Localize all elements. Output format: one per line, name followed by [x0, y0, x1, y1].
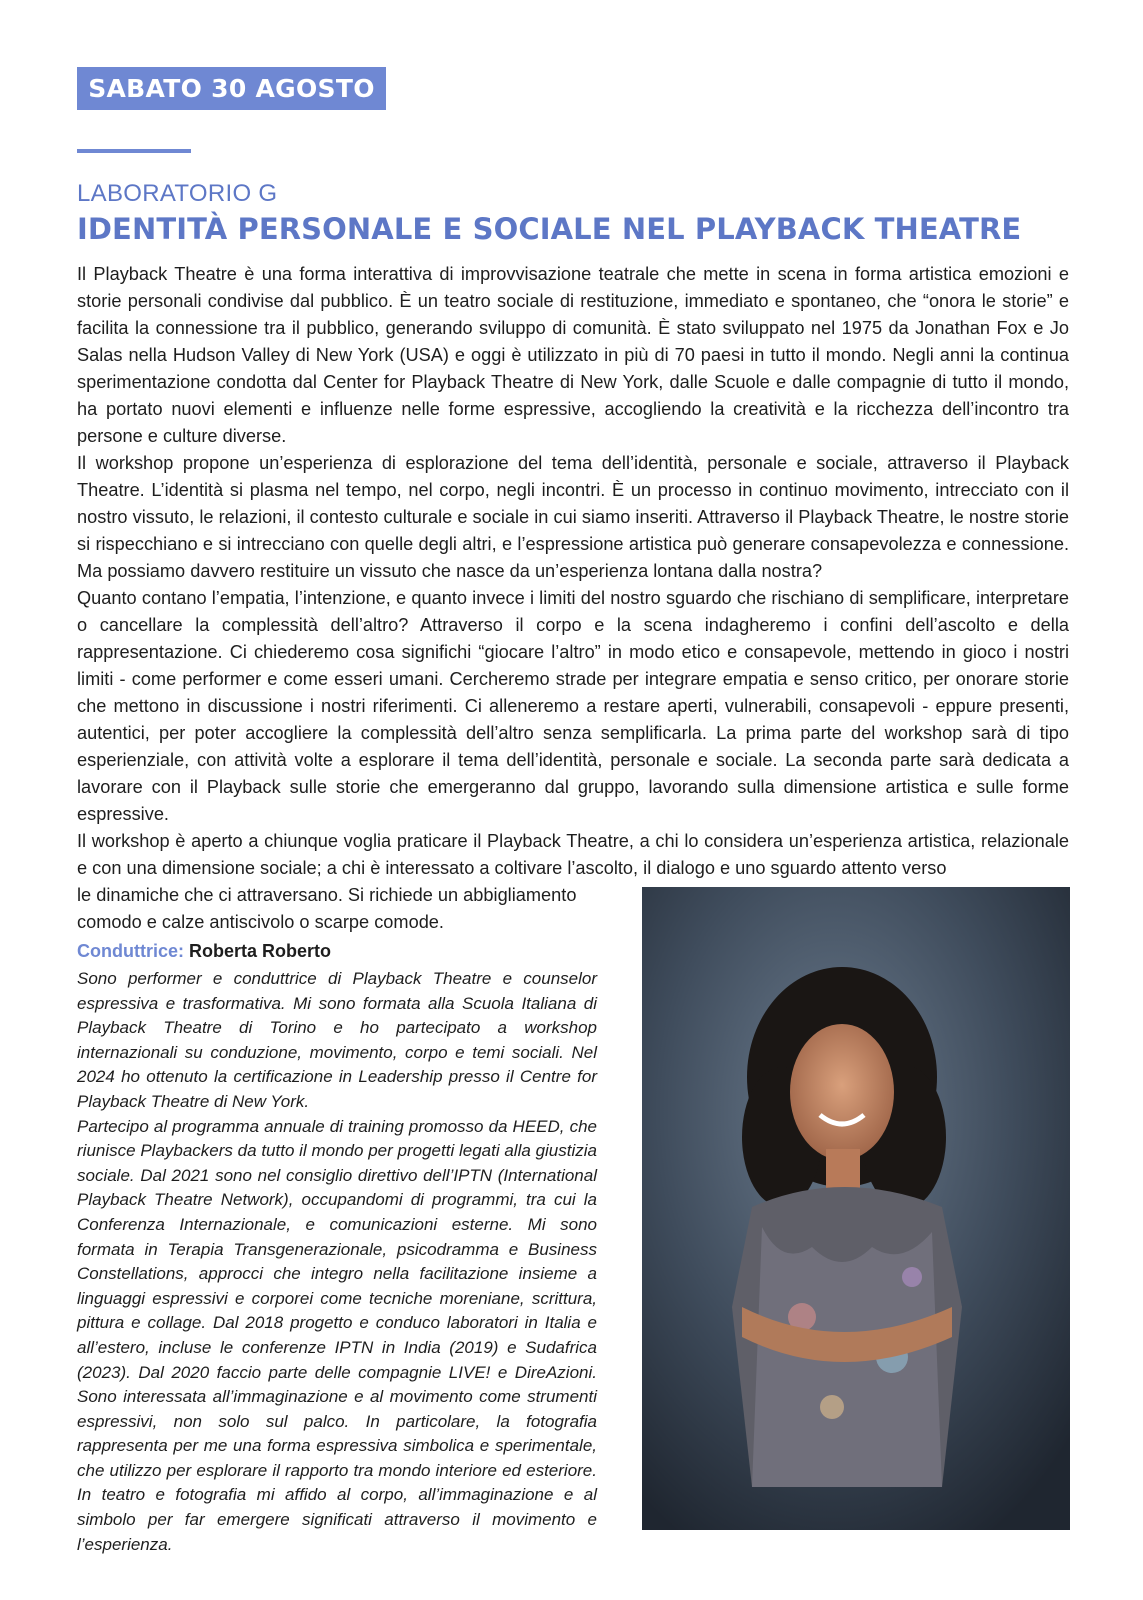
paragraph-audience: Il workshop è aperto a chiunque voglia praticare il Playback Theatre, a chi lo considera un’esperienza artistica, relazionale e con una dimensione sociale; a chi è interessato a coltivare l’ascolto, il dialogo e uno sguardo attento verso: [77, 831, 1069, 878]
paragraph-intro: Il Playback Theatre è una forma interattiva di improvvisazione teatrale che mette in scena in forma artistica emozioni e storie personali condivise dal pubblico. È un teatro sociale di restituzione, immediato e spontaneo, che “onora le storie” e facilita la connessione tra il pubblico, generando sviluppo di comunità. È stato sviluppato nel 1975 da Jonathan Fox e Jo Salas nella Hudson Valley di New York (USA) e oggi è utilizzato in più di 70 paesi in tutto il mondo. Negli anni la continua sperimentazione condotta dal Center for Playback Theatre di New York, dalle Scuole e dalle compagnie di tutto il mondo, ha portato nuovi elementi e influenze nelle forme espressive, accogliendo la creatività e la ricchezza dell’incontro tra persone e culture diverse.: [77, 264, 1069, 446]
portrait-illustration: [642, 887, 1070, 1530]
conductor-heading: [77, 941, 331, 962]
conductor-bio: [77, 967, 597, 1557]
description-body: [77, 261, 1069, 936]
paragraph-questions: Quanto contano l’empatia, l’intenzione, e quanto invece i limiti del nostro sguardo che rischiano di semplificare, interpretare o cancellare la complessità dell’altro? Attraverso il corpo e la scena indagheremo i confini dell’ascolto e della rappresentazione. Ci chiederemo cosa significhi “giocare l’altro” in modo etico e consapevole, mettendo in gioco i nostri limiti - come performer e come esseri umani. Cercheremo strade per integrare empatia e senso critico, per onorare storie che mettono in discussione i nostri riferimenti. Ci alleneremo a restare aperti, vulnerabili, consapevoli - eppure presenti, autentici, per poter accogliere la complessità dell’altro senza semplificarla. La prima parte del workshop sarà di tipo esperienziale, con attività volte a esplorare il tema dell’identità, personale e sociale. La seconda parte sarà dedicata a lavorare con il Playback sulle storie che emergeranno dal gruppo, lavorando sulla dimensione artistica e sulle forme espressive.: [77, 588, 1069, 824]
page-title: IDENTITÀ PERSONALE E SOCIALE NEL PLAYBACK THEATRE: [77, 212, 1022, 246]
accent-divider: [77, 149, 191, 153]
paragraph-requirements: le dinamiche che ci attraversano. Si richiede un abbigliamento comodo e calze antiscivolo o scarpe comode.: [77, 885, 577, 932]
paragraph-workshop: Il workshop propone un’esperienza di esplorazione del tema dell’identità, personale e sociale, attraverso il Playback Theatre. L’identità si plasma nel tempo, nel corpo, negli incontri. È un processo in continuo movimento, intrecciato con il nostro vissuto, le relazioni, il contesto culturale e sociale in cui siamo inseriti. Attraverso il Playback Theatre, le nostre storie si rispecchiano e si intrecciano con quelle degli altri, e l’espressione artistica può generare consapevolezza e connessione. Ma possiamo davvero restituire un vissuto che nasce da un’esperienza lontana dalla nostra?: [77, 453, 1069, 581]
conductor-label: Conduttrice:: [77, 941, 184, 961]
conductor-name: Roberta Roberto: [189, 941, 332, 961]
bio-paragraph-2: Partecipo al programma annuale di training promosso da HEED, che riunisce Playbackers da tutto il mondo per progetti legati alla giustizia sociale. Dal 2021 sono nel consiglio direttivo dell’IPTN (International Playback Theatre Network), occupandomi di programmi, tra cui la Conferenza Internazionale, e comunicazioni esterne. Mi sono formata in Terapia Transgenerazionale, psicodramma e Business Constellations, approcci che integro nella facilitazione insieme a linguaggi espressivi e corporei come tecniche moreniane, scrittura, pittura e collage. Dal 2018 progetto e conduco laboratori in Italia e all’estero, incluse le conferenze IPTN in India (2019) e Sudafrica (2023). Dal 2020 faccio parte delle compagnie LIVE! e DireAzioni. Sono interessata all’immaginazione e al movimento come strumenti espressivi, non solo sul palco. In particolare, la fotografia rappresenta per me una forma espressiva simbolica e sperimentale, che utilizzo per esplorare il rapporto tra mondo interiore ed esteriore. In teatro e fotografia mi affido al corpo, all’immaginazione e al simbolo per far emergere significati attraverso il movimento e l’esperienza.: [77, 1116, 597, 1554]
lab-label: LABORATORIO G: [77, 180, 278, 207]
conductor-photo: [642, 887, 1070, 1530]
bio-paragraph-1: Sono performer e conduttrice di Playback Theatre e counselor espressiva e trasformativa. Mi sono formata alla Scuola Italiana di Playback Theatre di Torino e ho partecipato a workshop internazionali su conduzione, movimento, corpo e temi sociali. Nel 2024 ho ottenuto la certificazione in Leadership presso il Centre for Playback Theatre di New York.: [77, 969, 597, 1111]
date-badge: SABATO 30 AGOSTO: [77, 67, 386, 110]
